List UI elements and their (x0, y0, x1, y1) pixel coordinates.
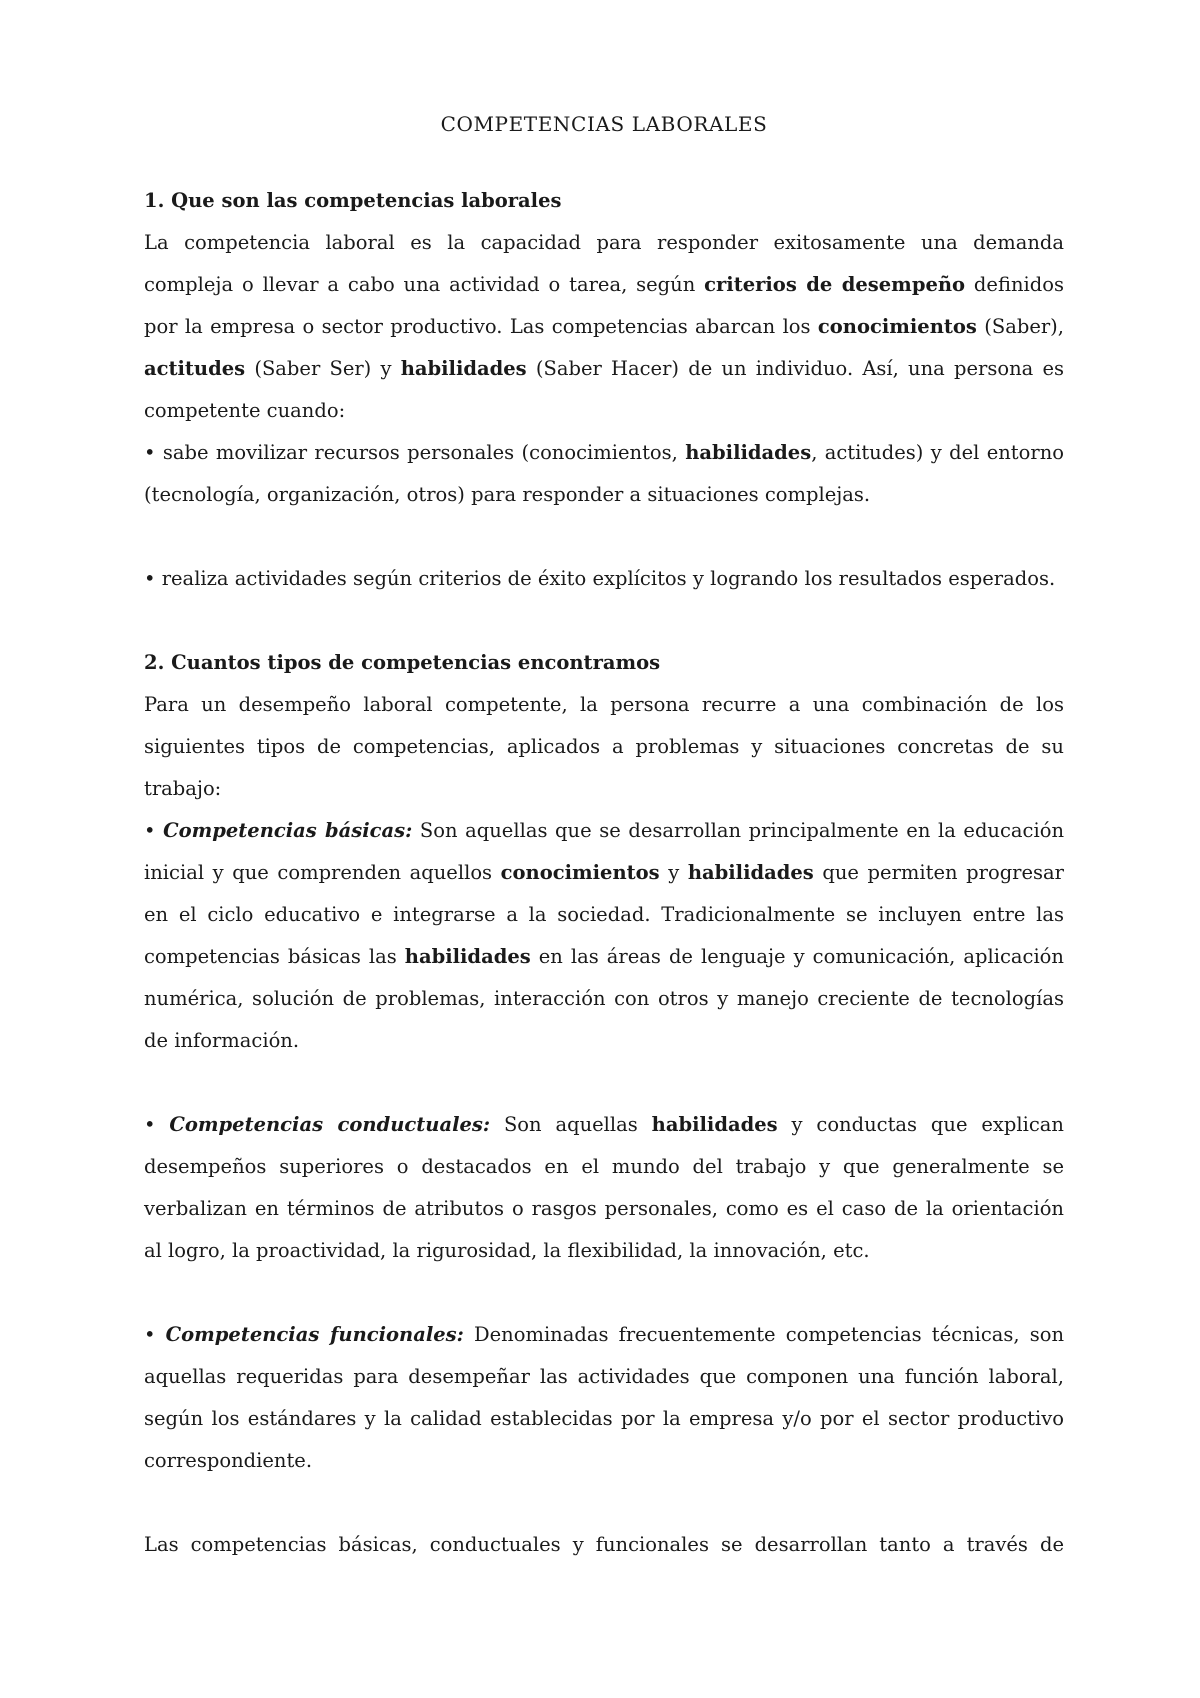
section-2-intro: Para un desempeño laboral competente, la persona recurre a una combinación de los siguientes tipos de competencias, aplicados a problemas y situaciones concretas de su trabajo: (144, 693, 1064, 800)
item-label: Competencias conductuales: (169, 1113, 491, 1136)
bold-term: habilidades (685, 441, 812, 464)
bold-term: habilidades (651, 1113, 778, 1136)
closing-paragraph: Las competencias básicas, conductuales y funcionales se desarrollan tanto a través de (144, 1533, 1064, 1556)
section-2-heading: 2. Cuantos tipos de competencias encontramos (144, 651, 661, 674)
text-run: definidos por la empresa o sector productivo. Las competencias abarcan los (144, 273, 1064, 338)
bold-term: criterios de desempeño (704, 273, 966, 296)
section-1-heading: 1. Que son las competencias laborales (144, 189, 562, 212)
text-run: • sabe movilizar recursos personales (conocimientos, (144, 441, 686, 464)
text-run: que permiten progresar en el ciclo educativo e integrarse a la sociedad. Tradicionalmente se incluyen entre las competencias básicas las (144, 861, 1064, 968)
competencias-basicas-item (144, 810, 1064, 1062)
document-title: COMPETENCIAS LABORALES (440, 112, 768, 136)
text-run: La competencia laboral es la capacidad para responder exitosamente una demanda compleja o llevar a cabo una actividad o tarea, según (144, 231, 1064, 296)
bold-term: actitudes (144, 357, 246, 380)
item-label: Competencias funcionales: (165, 1323, 464, 1346)
section-2 (144, 642, 1064, 810)
bullet: • (144, 1113, 170, 1136)
competencias-conductuales-item (144, 1104, 1064, 1272)
item-label: Competencias básicas: (163, 819, 413, 842)
text-run: en las áreas de lenguaje y comunicación, aplicación numérica, solución de problemas, interacción con otros y manejo creciente de tecnologías de información. (144, 945, 1064, 1052)
section-1 (144, 180, 1064, 432)
bold-term: conocimientos (500, 861, 660, 884)
text-run: (Saber Ser) y (245, 357, 401, 380)
bold-term: habilidades (404, 945, 531, 968)
bold-term: habilidades (400, 357, 527, 380)
competencias-funcionales-item (144, 1314, 1064, 1482)
bold-term: habilidades (687, 861, 814, 884)
document-page (144, 0, 1064, 1698)
section-1-bullet-1 (144, 432, 1064, 516)
text-run: , actitudes) y del entorno (tecnología, organización, otros) para responder a situaciones complejas. (144, 441, 1064, 506)
section-1-paragraph (144, 222, 1064, 432)
text-run: Son aquellas (490, 1113, 652, 1136)
bullet: • (144, 1323, 166, 1346)
text-run: y conductas que explican desempeños superiores o destacados en el mundo del trabajo y que generalmente se verbalizan en términos de atributos o rasgos personales, como es el caso de la orientación al logro, la proactividad, la rigurosidad, la flexibilidad, la innovación, etc. (144, 1113, 1064, 1262)
bold-term: conocimientos (817, 315, 977, 338)
text-run: (Saber Hacer) de un individuo. Así, una persona es competente cuando: (144, 357, 1064, 422)
text-run: (Saber), (976, 315, 1064, 338)
section-1-bullet-2: • realiza actividades según criterios de éxito explícitos y logrando los resultados esperados. (144, 567, 1056, 590)
text-run: y (659, 861, 688, 884)
bullet: • (144, 819, 164, 842)
text-run: Denominadas frecuentemente competencias técnicas, son aquellas requeridas para desempeñar las actividades que componen una función laboral, según los estándares y la calidad establecidas por la empresa y/o por el sector productivo correspondiente. (144, 1323, 1065, 1472)
text-run: Son aquellas que se desarrollan principalmente en la educación inicial y que comprenden aquellos (144, 819, 1064, 884)
